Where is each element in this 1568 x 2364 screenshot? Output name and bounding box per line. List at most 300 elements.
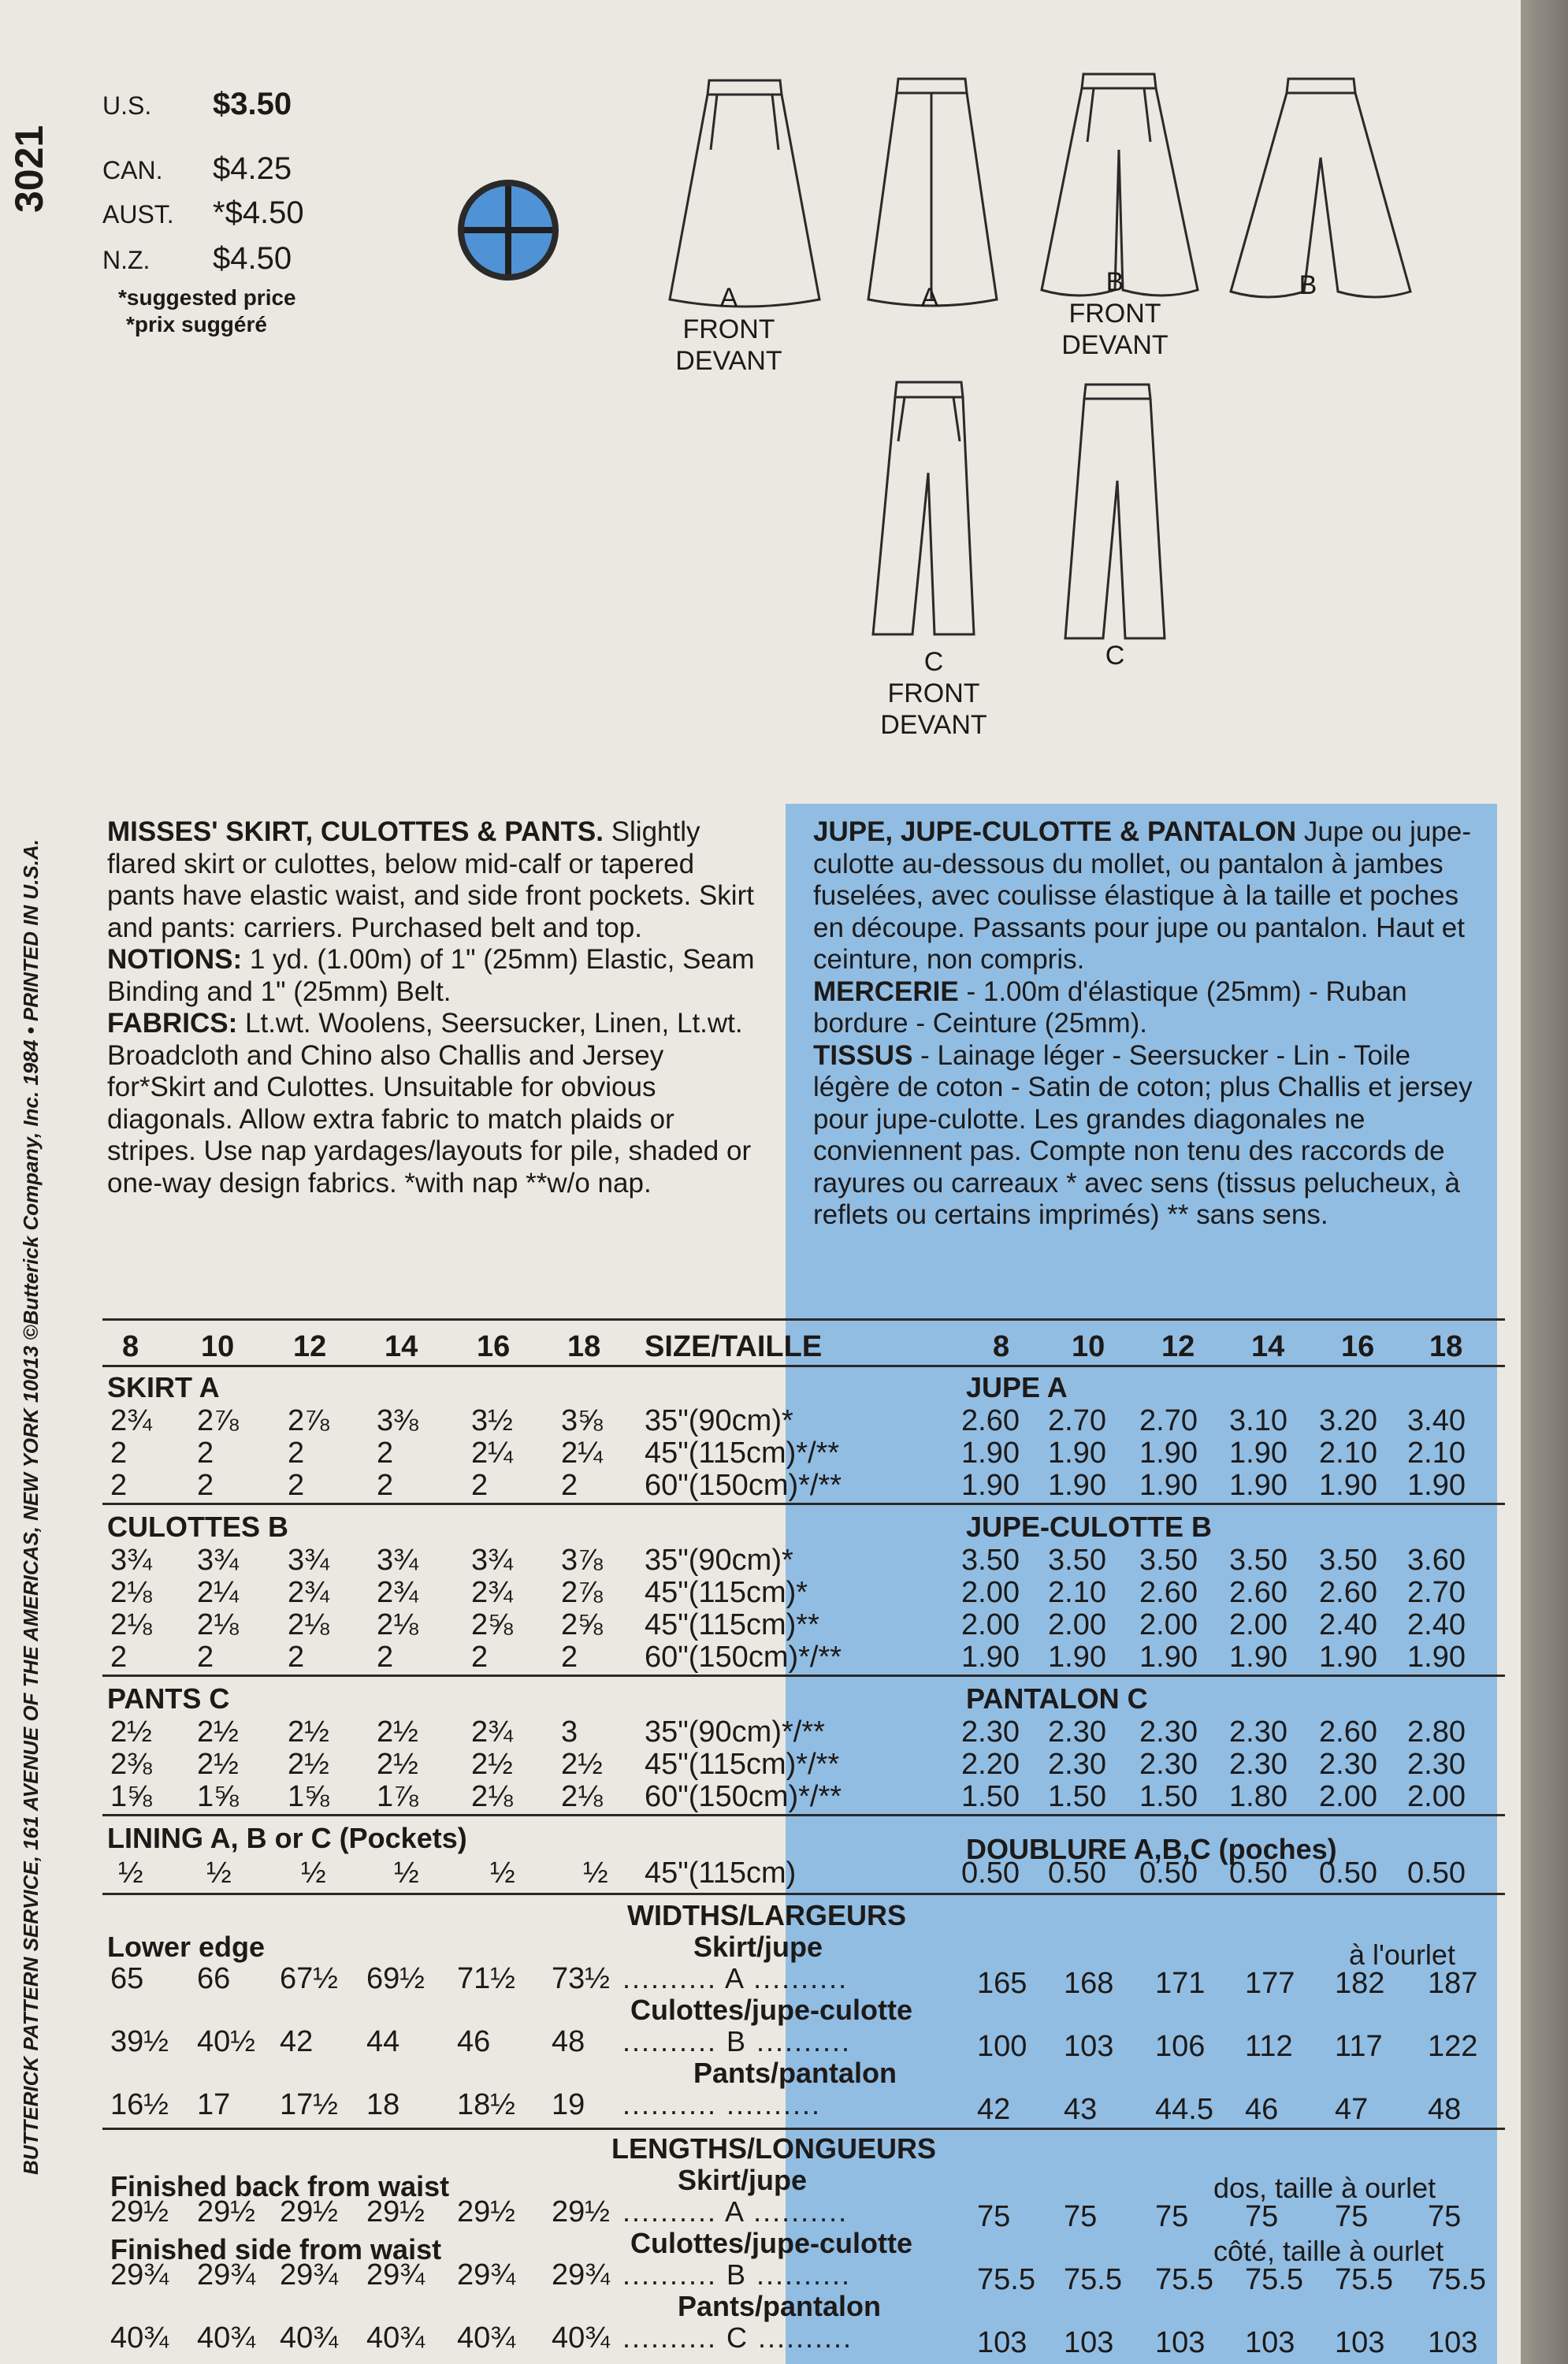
price-note-fr: *prix suggéré — [126, 312, 267, 336]
us-yardage-cell: 2½ — [197, 1715, 239, 1749]
metric-yardage-cell: 1.90 — [1319, 1469, 1377, 1502]
us-yardage-cell: 2¾ — [471, 1576, 513, 1609]
metric-yardage-cell: 2.30 — [1139, 1715, 1198, 1749]
us-yardage-cell: 2⅛ — [197, 1608, 239, 1641]
price-aust — [102, 195, 304, 231]
metric-yardage-cell: 3.40 — [1407, 1404, 1466, 1437]
us-width-cell: 40½ — [197, 2025, 255, 2058]
us-yardage-cell: 2 — [471, 1641, 489, 1674]
metric-yardage-cell: 2.30 — [1319, 1748, 1377, 1781]
us-yardage-cell: 2⅞ — [197, 1404, 239, 1437]
skirt-a-front-drawing — [670, 80, 819, 307]
tissus-label: TISSUS — [813, 1039, 913, 1071]
us-yardage-cell: 2¾ — [471, 1715, 513, 1749]
price-label: CAN. — [102, 156, 163, 184]
metric-yardage-cell: 2.60 — [1319, 1576, 1377, 1609]
metric-width-cell: 171 — [1155, 1967, 1206, 2000]
fabric-width-cell: 45"(115cm)** — [645, 1608, 819, 1641]
fabric-width-cell: 60"(150cm)*/** — [645, 1469, 842, 1502]
us-length-cell: 29½ — [457, 2195, 515, 2228]
price-note-en: *suggested price — [118, 285, 296, 310]
metric-length-cell: 103 — [977, 2326, 1027, 2359]
garment-illustrations — [662, 63, 1450, 756]
metric-width-cell: 100 — [977, 2030, 1027, 2063]
label-c-back: C — [1105, 641, 1125, 671]
fabric-width-cell: 35"(90cm)* — [645, 1544, 793, 1577]
metric-length-cell: 75.5 — [1428, 2263, 1486, 2296]
metric-yardage-cell: 2.70 — [1048, 1404, 1106, 1437]
metric-width-cell: 44.5 — [1155, 2093, 1213, 2126]
size-header-cell-metric: 16 — [1341, 1330, 1375, 1363]
us-yardage-cell: ½ — [301, 1857, 326, 1890]
price-value: $4.50 — [213, 241, 292, 276]
metric-length-cell: 75.5 — [1335, 2263, 1393, 2296]
metric-yardage-cell: 1.90 — [1139, 1437, 1198, 1470]
culottes-b-front-drawing — [1042, 74, 1198, 296]
us-length-cell: 29¾ — [457, 2258, 515, 2292]
lengths-left-label: Finished side from waist — [110, 2233, 442, 2266]
us-yardage-cell: ½ — [394, 1857, 419, 1890]
metric-yardage-cell: 0.50 — [1048, 1857, 1106, 1890]
us-width-cell: 65 — [110, 1962, 144, 1995]
size-header-cell: 18 — [567, 1330, 601, 1363]
metric-length-cell: 75 — [1155, 2200, 1189, 2233]
widths-row-name: Pants/pantalon — [693, 2057, 897, 2089]
us-yardage-cell: 2½ — [561, 1748, 603, 1781]
us-yardage-cell: 2⅞ — [561, 1576, 603, 1609]
us-length-cell: 29½ — [552, 2195, 610, 2228]
us-yardage-cell: 2⅝ — [471, 1608, 513, 1641]
metric-width-cell: 43 — [1064, 2093, 1098, 2126]
us-yardage-cell: 2 — [197, 1437, 214, 1470]
metric-yardage-cell: 3.20 — [1319, 1404, 1377, 1437]
metric-width-cell: 122 — [1428, 2030, 1478, 2063]
metric-width-cell: 106 — [1155, 2030, 1206, 2063]
us-yardage-cell: 2⅛ — [110, 1576, 152, 1609]
fabric-width-cell: 60"(150cm)*/** — [645, 1780, 842, 1813]
metric-yardage-cell: 2.30 — [1139, 1748, 1198, 1781]
size-header-cell: 8 — [122, 1330, 139, 1363]
us-length-cell: 29¾ — [552, 2258, 610, 2292]
metric-yardage-cell: 2.00 — [1407, 1780, 1466, 1813]
metric-length-cell: 75 — [1428, 2200, 1462, 2233]
metric-yardage-cell: 1.90 — [1319, 1641, 1377, 1674]
metric-yardage-cell: 3.10 — [1229, 1404, 1287, 1437]
us-length-cell: 40¾ — [552, 2321, 610, 2355]
us-yardage-cell: 2¾ — [377, 1576, 418, 1609]
desc-title-en: MISSES' SKIRT, CULOTTES & PANTS. — [107, 816, 604, 847]
us-length-cell: 29½ — [366, 2195, 425, 2228]
us-yardage-cell: 2 — [377, 1641, 394, 1674]
fabric-width-cell: 60"(150cm)*/** — [645, 1641, 842, 1674]
table-rule — [102, 2128, 1505, 2130]
metric-length-cell: 75.5 — [1064, 2263, 1122, 2296]
lengths-row-name: Pants/pantalon — [678, 2290, 882, 2322]
size-header-cell-metric: 12 — [1161, 1330, 1195, 1363]
metric-yardage-cell: 3.60 — [1407, 1544, 1466, 1577]
lining-title-fr: DOUBLURE A,B,C (poches) — [966, 1833, 1337, 1865]
tissus-text: - Lainage léger - Seersucker - Lin - Toile légère de coton - Satin de coton; plus Challis et jersey pour jupe-culotte. Les grandes diagonales ne conviennent pas. Compte non tenu des raccords de rayures ou carreaux * avec sens (tissus pelucheux, à reflets ou certains imprimés) ** sans sens. — [813, 1039, 1473, 1230]
size-header-cell: 16 — [477, 1330, 511, 1363]
us-yardage-cell: 2½ — [377, 1748, 418, 1781]
metric-yardage-cell: 0.50 — [1139, 1857, 1198, 1890]
us-length-cell: 29½ — [110, 2195, 169, 2228]
us-yardage-cell: 2¾ — [288, 1576, 329, 1609]
lengths-title: LENGTHS/LONGUEURS — [611, 2132, 937, 2165]
metric-yardage-cell: 1.90 — [1407, 1469, 1466, 1502]
label-c-front: C FRONT DEVANT — [880, 647, 987, 740]
lengths-right-label: dos, taille à ourlet — [1213, 2172, 1436, 2204]
fabric-width-cell: 35"(90cm)*/** — [645, 1715, 825, 1749]
us-yardage-cell: 2 — [377, 1437, 394, 1470]
lining-title-en: LINING A, B or C (Pockets) — [107, 1822, 467, 1854]
metric-yardage-cell: 2.40 — [1407, 1608, 1466, 1641]
table-rule — [102, 1503, 1505, 1505]
us-yardage-cell: 2 — [471, 1469, 489, 1502]
metric-yardage-cell: 2.70 — [1139, 1404, 1198, 1437]
metric-width-cell: 47 — [1335, 2093, 1369, 2126]
us-width-cell: 69½ — [366, 1962, 425, 1995]
metric-yardage-cell: 2.00 — [1229, 1608, 1287, 1641]
metric-yardage-cell: 2.70 — [1407, 1576, 1466, 1609]
metric-yardage-cell: 3.50 — [1319, 1544, 1377, 1577]
us-width-cell: 67½ — [280, 1962, 338, 1995]
fabric-width-cell: 45"(115cm) — [645, 1857, 797, 1890]
metric-yardage-cell: 0.50 — [961, 1857, 1020, 1890]
metric-yardage-cell: 2.60 — [1319, 1715, 1377, 1749]
us-length-cell: 29¾ — [110, 2258, 169, 2292]
metric-yardage-cell: 0.50 — [1407, 1857, 1466, 1890]
us-yardage-cell: 2 — [288, 1437, 305, 1470]
us-width-cell: 73½ — [552, 1962, 610, 1995]
publisher-side-text: BUTTERICK PATTERN SERVICE, 161 AVENUE OF THE AMERICAS, NEW YORK 10013 ©Butterick Company, Inc. 1984 • PRINTED IN U.S.A. — [19, 839, 43, 2175]
widths-right-label: à l'ourlet — [1349, 1938, 1455, 1971]
us-yardage-cell: ½ — [206, 1857, 232, 1890]
us-yardage-cell: 1⅞ — [377, 1780, 418, 1813]
us-length-cell: 40¾ — [110, 2321, 169, 2355]
us-yardage-cell: 1⅝ — [288, 1780, 329, 1813]
metric-width-cell: 177 — [1245, 1967, 1295, 2000]
us-width-cell: 17 — [197, 2088, 231, 2121]
table-rule — [102, 1893, 1505, 1895]
metric-yardage-cell: 2.60 — [961, 1404, 1020, 1437]
us-yardage-cell: 2⅛ — [377, 1608, 418, 1641]
fabric-width-cell: 45"(115cm)*/** — [645, 1748, 840, 1781]
us-yardage-cell: 3⅞ — [561, 1544, 603, 1577]
metric-yardage-cell: 2.00 — [1319, 1780, 1377, 1813]
us-yardage-cell: 2 — [197, 1641, 214, 1674]
widths-row-name: Culottes/jupe-culotte — [630, 1994, 912, 2026]
price-value: *$4.50 — [213, 195, 304, 230]
us-yardage-cell: 2¼ — [561, 1437, 603, 1470]
us-yardage-cell: 2½ — [288, 1715, 329, 1749]
metric-length-cell: 103 — [1155, 2326, 1206, 2359]
us-yardage-cell: 2 — [110, 1641, 128, 1674]
metric-yardage-cell: 1.50 — [1048, 1780, 1106, 1813]
metric-yardage-cell: 0.50 — [1319, 1857, 1377, 1890]
us-yardage-cell: 2 — [561, 1641, 578, 1674]
metric-yardage-cell: 1.90 — [961, 1437, 1020, 1470]
widths-row-name: Skirt/jupe — [693, 1931, 823, 1963]
metric-width-cell: 46 — [1245, 2093, 1279, 2126]
us-length-cell: 29¾ — [280, 2258, 338, 2292]
us-width-cell: 19 — [552, 2088, 585, 2121]
us-width-cell: 71½ — [457, 1962, 515, 1995]
us-yardage-cell: 2 — [377, 1469, 394, 1502]
fabric-width-cell: 45"(115cm)* — [645, 1576, 808, 1609]
fabric-width-cell: 35"(90cm)* — [645, 1404, 793, 1437]
metric-yardage-cell: 2.60 — [1139, 1576, 1198, 1609]
metric-width-cell: 42 — [977, 2093, 1011, 2126]
metric-length-cell: 75 — [977, 2200, 1011, 2233]
group-title-en: SKIRT A — [107, 1371, 220, 1403]
us-yardage-cell: 2 — [197, 1469, 214, 1502]
us-yardage-cell: 2½ — [110, 1715, 152, 1749]
us-width-cell: 42 — [280, 2025, 314, 2058]
us-length-cell: 40¾ — [366, 2321, 425, 2355]
us-width-cell: 17½ — [280, 2088, 338, 2121]
widths-title: WIDTHS/LARGEURS — [627, 1899, 906, 1931]
dot-leader: .......... A .......... — [622, 2195, 849, 2228]
metric-width-cell: 48 — [1428, 2093, 1462, 2126]
us-width-cell: 18 — [366, 2088, 400, 2121]
group-title-en: PANTS C — [107, 1682, 230, 1715]
description-french — [813, 816, 1479, 1232]
pattern-number: 3021 — [7, 125, 51, 213]
price-value: $4.25 — [213, 151, 292, 186]
metric-width-cell: 187 — [1428, 1967, 1478, 2000]
dot-leader: .......... .......... — [622, 2088, 822, 2121]
skirt-a-back-drawing — [868, 79, 997, 306]
metric-length-cell: 75 — [1335, 2200, 1369, 2233]
lengths-row-name: Skirt/jupe — [678, 2164, 808, 2196]
metric-yardage-cell: 0.50 — [1229, 1857, 1287, 1890]
lengths-right-label: côté, taille à ourlet — [1213, 2235, 1444, 2267]
dot-leader: .......... C .......... — [622, 2321, 853, 2354]
us-yardage-cell: 3¾ — [471, 1544, 513, 1577]
us-yardage-cell: 2⅝ — [561, 1608, 603, 1641]
culottes-b-back-drawing — [1231, 79, 1410, 297]
us-yardage-cell: 3¾ — [110, 1544, 152, 1577]
mercerie-text: - 1.00m d'élastique (25mm) - Ruban bordure - Ceinture (25mm). — [813, 976, 1407, 1039]
metric-yardage-cell: 1.90 — [1048, 1437, 1106, 1470]
us-yardage-cell: 3⅝ — [561, 1404, 603, 1437]
dot-leader: .......... B .......... — [622, 2025, 852, 2057]
metric-yardage-cell: 1.90 — [1229, 1437, 1287, 1470]
envelope-edge — [1521, 0, 1568, 2364]
us-yardage-cell: 2¼ — [471, 1437, 513, 1470]
metric-length-cell: 103 — [1428, 2326, 1478, 2359]
dot-leader: .......... A .......... — [622, 1962, 849, 1994]
metric-width-cell: 117 — [1335, 2030, 1383, 2063]
us-yardage-cell: 2¼ — [197, 1576, 239, 1609]
us-yardage-cell: ½ — [118, 1857, 143, 1890]
size-header-cell: 10 — [201, 1330, 235, 1363]
us-width-cell: 46 — [457, 2025, 491, 2058]
us-yardage-cell: 2⅛ — [288, 1608, 329, 1641]
metric-yardage-cell: 1.90 — [1139, 1641, 1198, 1674]
pants-c-back-drawing — [1065, 385, 1165, 638]
metric-yardage-cell: 2.80 — [1407, 1715, 1466, 1749]
metric-yardage-cell: 1.90 — [1229, 1641, 1287, 1674]
us-length-cell: 29½ — [280, 2195, 338, 2228]
pants-c-front-drawing — [873, 382, 974, 634]
us-yardage-cell: 1⅝ — [110, 1780, 152, 1813]
us-width-cell: 18½ — [457, 2088, 515, 2121]
description-english — [107, 816, 761, 1199]
group-title-en: CULOTTES B — [107, 1511, 288, 1543]
us-width-cell: 16½ — [110, 2088, 169, 2121]
us-yardage-cell: 2 — [288, 1469, 305, 1502]
metric-yardage-cell: 2.10 — [1319, 1437, 1377, 1470]
us-yardage-cell: 2 — [110, 1469, 128, 1502]
metric-width-cell: 165 — [977, 1967, 1027, 2000]
metric-yardage-cell: 2.10 — [1048, 1576, 1106, 1609]
us-yardage-cell: 2⅛ — [561, 1780, 603, 1813]
price-label: N.Z. — [102, 246, 150, 274]
metric-length-cell: 103 — [1245, 2326, 1295, 2359]
table-rule — [102, 1674, 1505, 1677]
us-yardage-cell: 2 — [561, 1469, 578, 1502]
group-title-fr: JUPE A — [966, 1371, 1068, 1403]
metric-yardage-cell: 1.90 — [1229, 1469, 1287, 1502]
label-a-back: A — [920, 283, 939, 313]
metric-yardage-cell: 2.10 — [1407, 1437, 1466, 1470]
us-yardage-cell: 2 — [110, 1437, 128, 1470]
dot-leader: .......... B .......... — [622, 2258, 852, 2291]
desc-title-fr: JUPE, JUPE-CULOTTE & PANTALON — [813, 816, 1297, 847]
metric-yardage-cell: 1.90 — [961, 1641, 1020, 1674]
metric-length-cell: 75 — [1245, 2200, 1279, 2233]
size-header-cell: 14 — [385, 1330, 418, 1363]
us-yardage-cell: 2¾ — [110, 1404, 152, 1437]
table-rule — [102, 1318, 1505, 1321]
us-yardage-cell: 2½ — [288, 1748, 329, 1781]
metric-width-cell: 112 — [1245, 2030, 1293, 2063]
size-header-cell: 12 — [293, 1330, 327, 1363]
lengths-left-label: Finished back from waist — [110, 2170, 450, 2202]
metric-yardage-cell: 2.30 — [1229, 1748, 1287, 1781]
metric-yardage-cell: 3.50 — [961, 1544, 1020, 1577]
notions-text: 1 yd. (1.00m) of 1" (25mm) Elastic, Seam Binding and 1" (25mm) Belt. — [107, 944, 755, 1007]
metric-length-cell: 75.5 — [1155, 2263, 1213, 2296]
mercerie-label: MERCERIE — [813, 976, 959, 1007]
us-yardage-cell: 3¾ — [377, 1544, 418, 1577]
metric-yardage-cell: 2.30 — [1048, 1748, 1106, 1781]
metric-yardage-cell: 1.90 — [1407, 1641, 1466, 1674]
us-yardage-cell: ½ — [490, 1857, 515, 1890]
us-yardage-cell: 2½ — [377, 1715, 418, 1749]
metric-yardage-cell: 2.60 — [1229, 1576, 1287, 1609]
metric-length-cell: 103 — [1064, 2326, 1114, 2359]
size-header-cell-metric: 8 — [993, 1330, 1010, 1363]
us-yardage-cell: 3¾ — [197, 1544, 239, 1577]
label-b-back: B — [1299, 270, 1317, 300]
metric-length-cell: 75 — [1064, 2200, 1098, 2233]
metric-yardage-cell: 1.90 — [1048, 1469, 1106, 1502]
us-length-cell: 29¾ — [197, 2258, 255, 2292]
metric-yardage-cell: 2.30 — [1048, 1715, 1106, 1749]
us-length-cell: 40¾ — [457, 2321, 515, 2355]
metric-yardage-cell: 1.90 — [1048, 1641, 1106, 1674]
us-yardage-cell: ½ — [583, 1857, 608, 1890]
label-b-front: B FRONT DEVANT — [1061, 267, 1169, 360]
metric-yardage-cell: 3.50 — [1139, 1544, 1198, 1577]
metric-yardage-cell: 1.50 — [961, 1780, 1020, 1813]
metric-width-cell: 168 — [1064, 1967, 1114, 2000]
metric-yardage-cell: 2.00 — [1139, 1608, 1198, 1641]
us-yardage-cell: 3½ — [471, 1404, 513, 1437]
price-us — [102, 87, 292, 122]
us-yardage-cell: 1⅝ — [197, 1780, 239, 1813]
us-yardage-cell: 2⅛ — [110, 1608, 152, 1641]
metric-width-cell: 103 — [1064, 2030, 1114, 2063]
size-header-cell-metric: 14 — [1251, 1330, 1285, 1363]
price-value: $3.50 — [213, 87, 292, 121]
metric-yardage-cell: 2.00 — [961, 1608, 1020, 1641]
metric-length-cell: 75.5 — [1245, 2263, 1303, 2296]
price-nz — [102, 241, 292, 277]
metric-yardage-cell: 2.30 — [1229, 1715, 1287, 1749]
metric-yardage-cell: 3.50 — [1229, 1544, 1287, 1577]
metric-yardage-cell: 3.50 — [1048, 1544, 1106, 1577]
us-yardage-cell: 2⅛ — [471, 1780, 513, 1813]
metric-yardage-cell: 2.30 — [1407, 1748, 1466, 1781]
us-width-cell: 44 — [366, 2025, 400, 2058]
table-rule — [102, 1365, 1505, 1367]
desc-body-en: Slightly flared skirt or culottes, below mid-calf or tapered pants have elastic waist, and side front pockets. Skirt and pants: carriers. Purchased belt and top. — [107, 816, 754, 943]
widths-left-label: Lower edge — [107, 1931, 266, 1963]
label-a-front: A FRONT DEVANT — [675, 283, 782, 376]
size-range-symbol-icon — [453, 175, 563, 285]
us-width-cell: 39½ — [110, 2025, 169, 2058]
table-rule — [102, 1814, 1505, 1816]
group-title-fr: PANTALON C — [966, 1682, 1148, 1715]
metric-yardage-cell: 1.50 — [1139, 1780, 1198, 1813]
us-length-cell: 40¾ — [280, 2321, 338, 2355]
size-header-cell-metric: 10 — [1072, 1330, 1105, 1363]
us-yardage-cell: 2½ — [471, 1748, 513, 1781]
fabrics-label: FABRICS: — [107, 1008, 238, 1039]
us-yardage-cell: 2 — [288, 1641, 305, 1674]
us-yardage-cell: 3⅜ — [377, 1404, 418, 1437]
us-length-cell: 29¾ — [366, 2258, 425, 2292]
us-yardage-cell: 2½ — [197, 1748, 239, 1781]
metric-yardage-cell: 2.30 — [961, 1715, 1020, 1749]
fabric-width-cell: 45"(115cm)*/** — [645, 1437, 840, 1470]
us-length-cell: 40¾ — [197, 2321, 255, 2355]
metric-yardage-cell: 1.90 — [961, 1469, 1020, 1502]
us-yardage-cell: 2⅜ — [110, 1748, 152, 1781]
metric-length-cell: 75.5 — [977, 2263, 1035, 2296]
fabrics-text: Lt.wt. Woolens, Seersucker, Linen, Lt.wt. Broadcloth and Chino also Challis and Jersey for*Skirt and Culottes. Unsuitable for obvious diagonals. Allow extra fabric to match plaids or stripes. Use nap yardages/layouts for pile, shaded or one-way design fabrics. *with nap **w/o nap. — [107, 1008, 752, 1199]
metric-length-cell: 103 — [1335, 2326, 1385, 2359]
us-yardage-cell: 3¾ — [288, 1544, 329, 1577]
size-header-label: SIZE/TAILLE — [645, 1330, 823, 1363]
metric-yardage-cell: 2.00 — [1048, 1608, 1106, 1641]
us-length-cell: 29½ — [197, 2195, 255, 2228]
us-width-cell: 66 — [197, 1962, 231, 1995]
price-can — [102, 151, 292, 187]
metric-yardage-cell: 1.80 — [1229, 1780, 1287, 1813]
group-title-fr: JUPE-CULOTTE B — [966, 1511, 1213, 1543]
price-label: U.S. — [102, 91, 152, 120]
metric-yardage-cell: 1.90 — [1139, 1469, 1198, 1502]
us-width-cell: 48 — [552, 2025, 585, 2058]
metric-width-cell: 182 — [1335, 1967, 1385, 2000]
lengths-row-name: Culottes/jupe-culotte — [630, 2227, 912, 2259]
us-yardage-cell: 3 — [561, 1715, 578, 1749]
